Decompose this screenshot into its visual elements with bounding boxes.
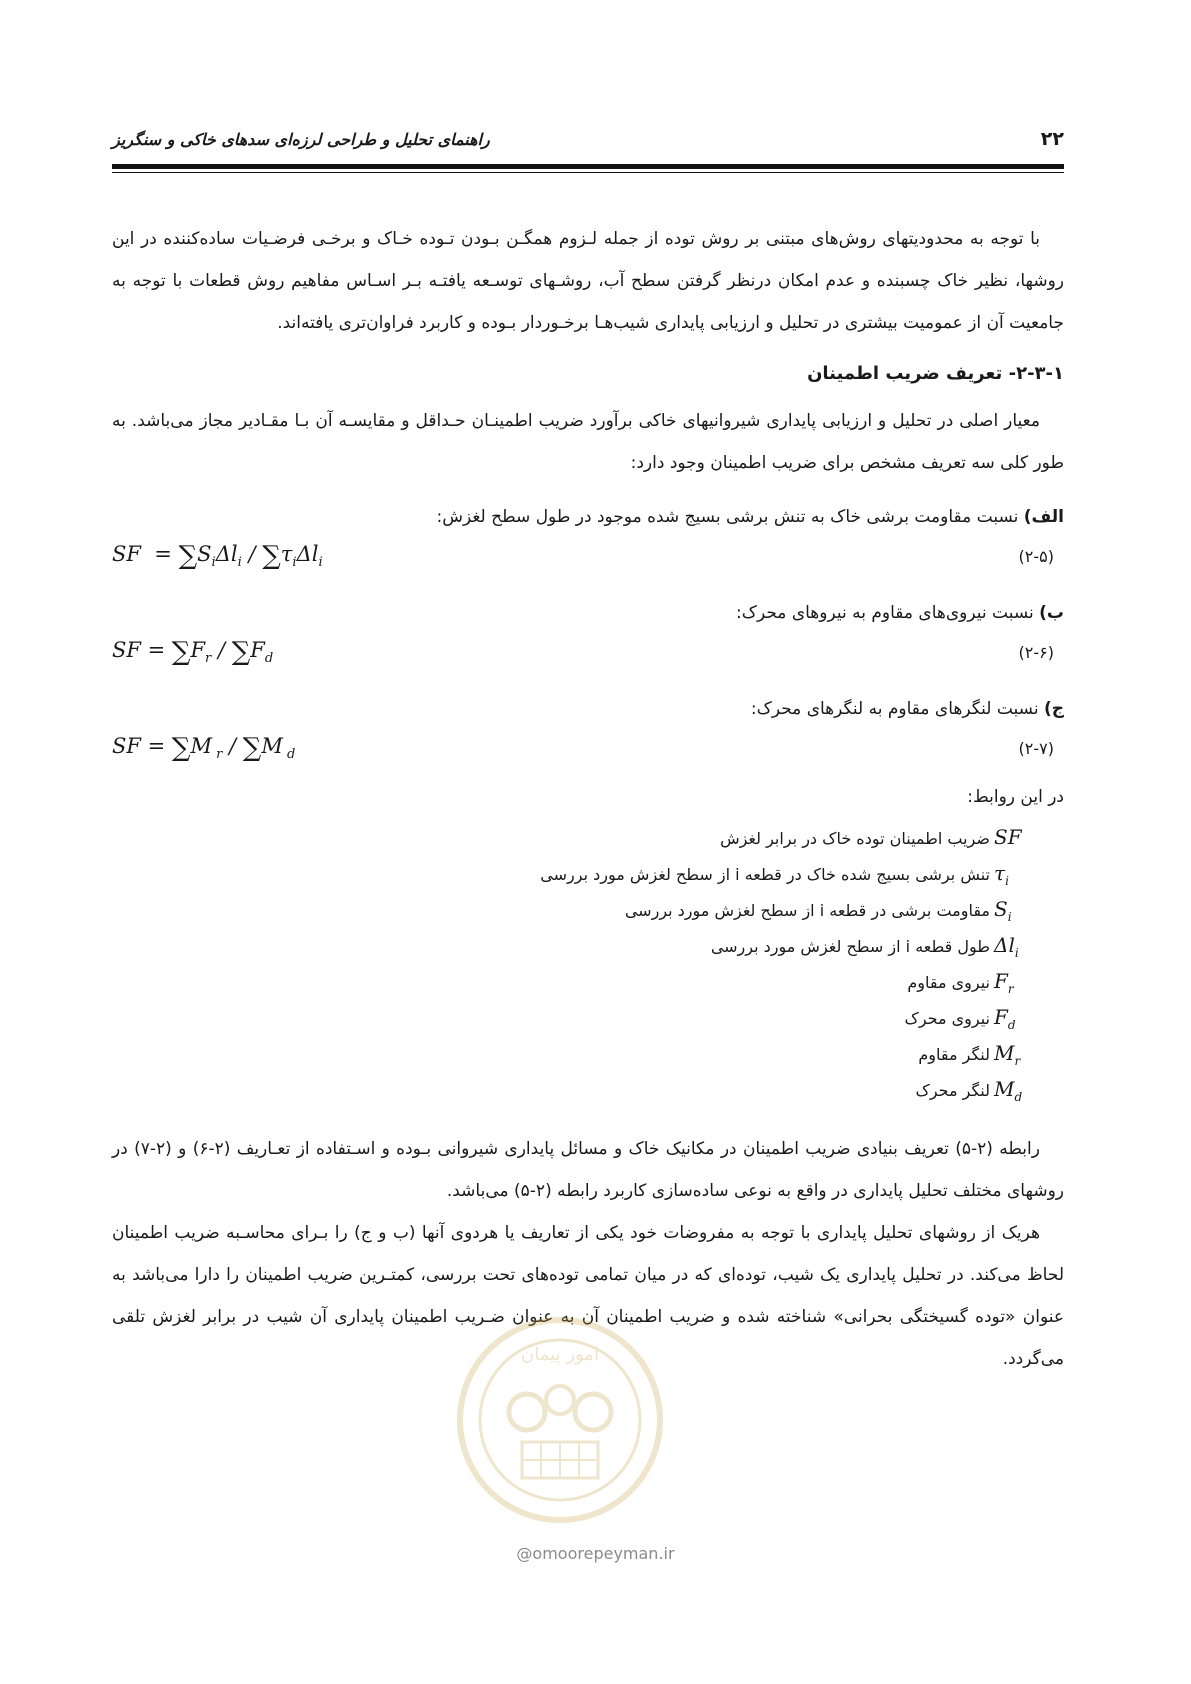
legend-symbol: $\Delta l_i$ (994, 932, 1019, 960)
legend-description: تنش برشی بسیج شده خاک در قطعه i از سطح لغزش مورد بررسی (540, 864, 990, 884)
equation-row (112, 724, 1064, 772)
header-rule-thick (112, 164, 1064, 169)
where-label: در این روابط: (967, 787, 1064, 807)
legend-item (112, 1000, 1044, 1036)
legend-symbol: $F_r$ (994, 968, 1014, 996)
legend-description: لنگر مقاوم (918, 1044, 990, 1064)
methods-paragraph: هریک از روشهای تحلیل پایداری با توجه به مفروضات خود یکی از تعاریف یا هردوی آنها (ب و ج) را بـرای محاسـبه ضریب اطمینان لحاظ می‌کند. در تحلیل پایداری یک شیب، توده‌ای که در میان تمامی توده‌های تحت بررسی، کمتـرین ضریب اطمینان را دارا می‌باشد به عنوان «توده گسیختگی بحرانی» شناخته شده و ضریب اطمینان آن به عنوان ضـریب اطمینان پایداری آن شیب در برابر لغزش تلقی می‌گردد. (112, 1223, 1064, 1369)
legend-symbol: $F_d$ (994, 1004, 1016, 1032)
equation-number: (۲-۵) (1018, 546, 1054, 566)
equation-row (112, 628, 1064, 676)
legend-description: نیروی محرک (904, 1008, 990, 1028)
svg-text:امور پیمان: امور پیمان (521, 1344, 599, 1365)
equation-formula: SF = ∑M $_r$ / ∑M $_d$ (112, 733, 296, 763)
equation-formula: SF = $\sum F_r / \sum F_d$ (112, 637, 274, 667)
header-rule-thin (112, 172, 1064, 173)
legend-item (112, 964, 1044, 1000)
definition-text: نسبت لنگرهای مقاوم به لنگرهای محرک: (750, 699, 1039, 719)
definition-paragraph: معیار اصلی در تحلیل و ارزیابی پایداری شیروانیهای خاکی برآورد ضریب اطمینـان حـداقل و مقایسـه آن بـا مقـادیر مجاز می‌باشد. به طور کلی سه تعریف مشخص برای ضریب اطمینان وجود دارد: (112, 411, 1064, 473)
section-title: تعریف ضریب اطمینان (807, 363, 1003, 384)
intro-paragraph: با توجه به محدودیتهای روش‌های مبتنی بر روش توده از جمله لـزوم همگـن بـودن تـوده خـاک و برخـی فرضـیات ساده‌کننده در این روشها، نظیر خاک چسبنده و عدم امکان درنظر گرفتن سطح آب، روشـهای توسـعه یافتـه بـر اسـاس مفاهیم روش قطعات با توجه به جامعیت آن از عمومیت بیشتری در تحلیل و ارزیابی پایداری شیب‌هـا برخـوردار بـوده و کاربرد فراوان‌تری یافته‌اند. (112, 229, 1064, 333)
relation-paragraph: رابطه (۲-۵) تعریف بنیادی ضریب اطمینان در مکانیک خاک و مسائل پایداری شیروانی بـوده و اسـتفاده از تعـاریف (۲-۶) و (۲-۷) در روشهای مختلف تحلیل پایداری در واقع به نوعی ساده‌سازی کاربرد رابطه (۲-۵) می‌باشد. (112, 1139, 1064, 1201)
page-header (112, 128, 1064, 150)
definition-label: ج) (1043, 699, 1064, 719)
watermark-site-text: @omoorepeyman.ir (516, 1544, 675, 1563)
legend-symbol: $M_d$ (994, 1076, 1023, 1104)
definition-text: نسبت نیروی‌های مقاوم به نیروهای محرک: (736, 603, 1034, 623)
legend-symbol: $M_r$ (994, 1040, 1021, 1068)
legend-symbol: SF (994, 824, 1022, 849)
legend-item (112, 856, 1044, 892)
legend-item (112, 1072, 1044, 1108)
watermark-at-icon: @ (516, 1544, 533, 1563)
definition-label: ب) (1039, 603, 1064, 623)
legend-item (112, 820, 1044, 856)
legend-description: نیروی مقاوم (907, 972, 990, 992)
legend-description: طول قطعه i از سطح لغزش مورد بررسی (710, 936, 990, 956)
equation-number: (۲-۷) (1018, 738, 1054, 758)
equation-number: (۲-۶) (1018, 642, 1054, 662)
page-body (112, 218, 1064, 1380)
equation-formula: SF = $\sum S_i\Delta l_i / \sum\tau_i\Delta l_i$ (112, 541, 323, 571)
legend-item (112, 892, 1044, 928)
definition-item-b (112, 598, 1064, 628)
running-title: راهنمای تحلیل و طراحی لرزه‌ای سدهای خاکی و سنگریز (112, 129, 490, 149)
definition-text: نسبت مقاومت برشی خاک به تنش برشی بسیج شده موجود در طول سطح لغزش: (436, 507, 1019, 527)
legend-description: لنگر محرک (915, 1080, 990, 1100)
section-number: ۲-۳-۱- (1008, 363, 1064, 384)
definition-item-c (112, 694, 1064, 724)
legend-description: ضریب اطمینان توده خاک در برابر لغزش (720, 828, 990, 848)
legend-item (112, 928, 1044, 964)
legend-description: مقاومت برشی در قطعه i از سطح لغزش مورد بررسی (624, 900, 990, 920)
definition-label: الف) (1023, 507, 1064, 527)
legend-symbol: $\tau_i$ (994, 860, 1009, 888)
page-number: ۲۲ (1040, 128, 1064, 150)
definition-item-a (112, 502, 1064, 532)
symbol-legend (112, 820, 1064, 1108)
section-heading (112, 356, 1064, 392)
legend-symbol: $S_i$ (994, 896, 1012, 924)
equation-row (112, 532, 1064, 580)
legend-item (112, 1036, 1044, 1072)
